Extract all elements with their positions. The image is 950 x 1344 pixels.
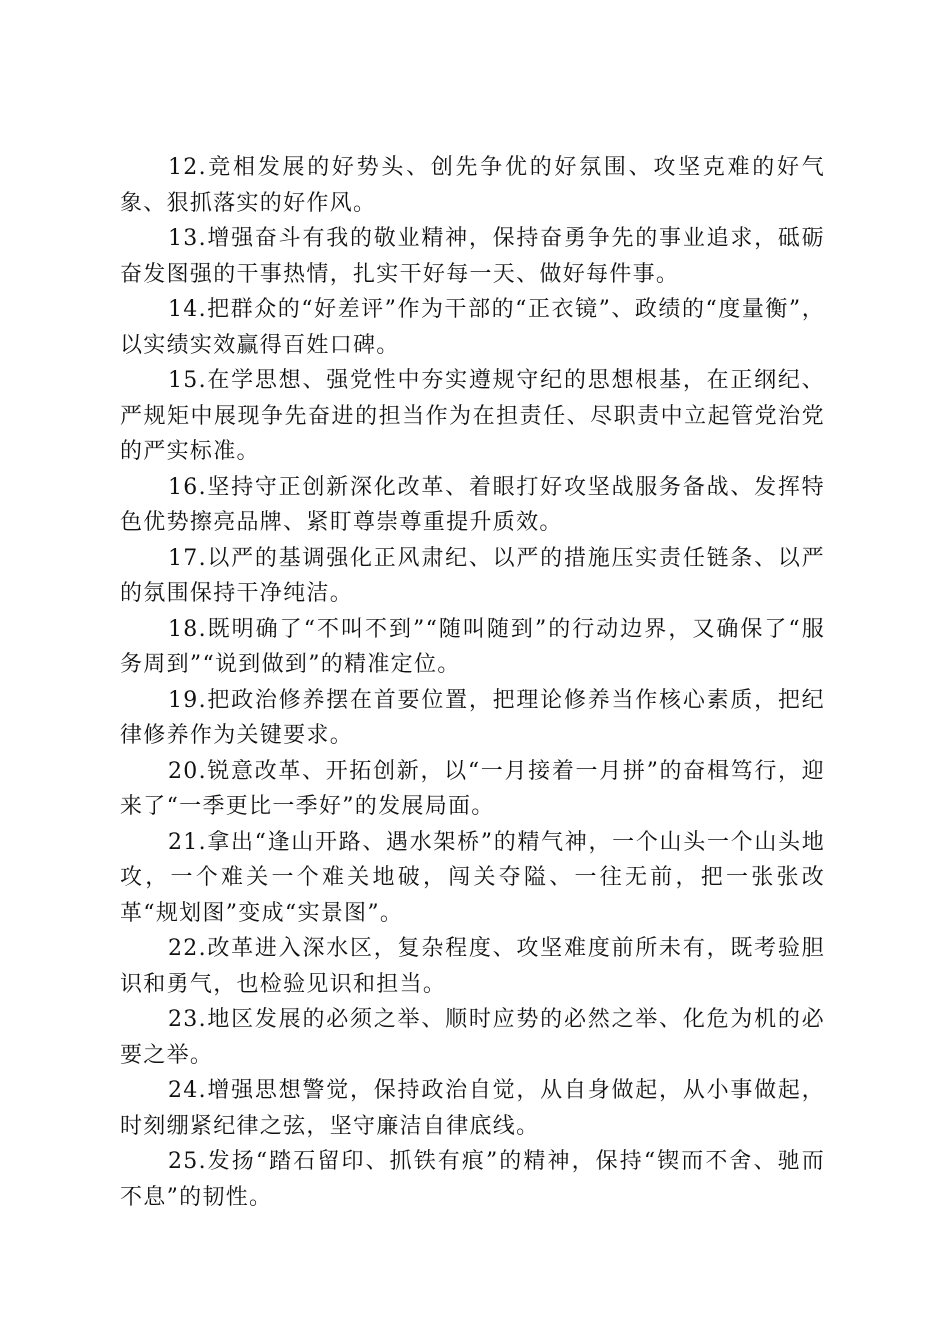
paragraph-18: 18.既明确了“不叫不到”“随叫随到”的行动边界，又确保了“服务周到”“说到做到”的精准定位。 [120, 616, 825, 677]
paragraph-17: 17.以严的基调强化正风肃纪、以严的措施压实责任链条、以严的氛围保持干净纯洁。 [120, 545, 825, 606]
paragraph-25: 25.发扬“踏石留印、抓铁有痕”的精神，保持“锲而不舍、驰而不息”的韧性。 [120, 1149, 825, 1210]
paragraph-14: 14.把群众的“好差评”作为干部的“正衣镜”、政绩的“度量衡”，以实绩实效赢得百姓口碑。 [120, 297, 825, 358]
document-body [120, 150, 825, 1215]
paragraph-21: 21.拿出“逢山开路、遇水架桥”的精气神，一个山头一个山头地攻，一个难关一个难关地破，闯关夺隘、一往无前，把一张张改革“规划图”变成“实景图”。 [120, 829, 825, 926]
paragraph-23: 23.地区发展的必须之举、顺时应势的必然之举、化危为机的必要之举。 [120, 1007, 825, 1068]
paragraph-12: 12.竞相发展的好势头、创先争优的好氛围、攻坚克难的好气象、狠抓落实的好作风。 [120, 155, 825, 216]
paragraph-13: 13.增强奋斗有我的敬业精神，保持奋勇争先的事业追求，砥砺奋发图强的干事热情，扎实干好每一天、做好每件事。 [120, 226, 825, 287]
paragraph-19: 19.把政治修养摆在首要位置，把理论修养当作核心素质，把纪律修养作为关键要求。 [120, 687, 825, 748]
paragraph-24: 24.增强思想警觉，保持政治自觉，从自身做起，从小事做起，时刻绷紧纪律之弦，坚守廉洁自律底线。 [120, 1078, 825, 1139]
paragraph-16: 16.坚持守正创新深化改革、着眼打好攻坚战服务备战、发挥特色优势擦亮品牌、紧盯尊崇尊重提升质效。 [120, 474, 825, 535]
paragraph-22: 22.改革进入深水区，复杂程度、攻坚难度前所未有，既考验胆识和勇气，也检验见识和担当。 [120, 936, 825, 997]
paragraph-15: 15.在学思想、强党性中夯实遵规守纪的思想根基，在正纲纪、严规矩中展现争先奋进的担当作为在担责任、尽职责中立起管党治党的严实标准。 [120, 368, 825, 464]
paragraph-20: 20.锐意改革、开拓创新，以“一月接着一月拼”的奋楫笃行，迎来了“一季更比一季好”的发展局面。 [120, 758, 825, 819]
